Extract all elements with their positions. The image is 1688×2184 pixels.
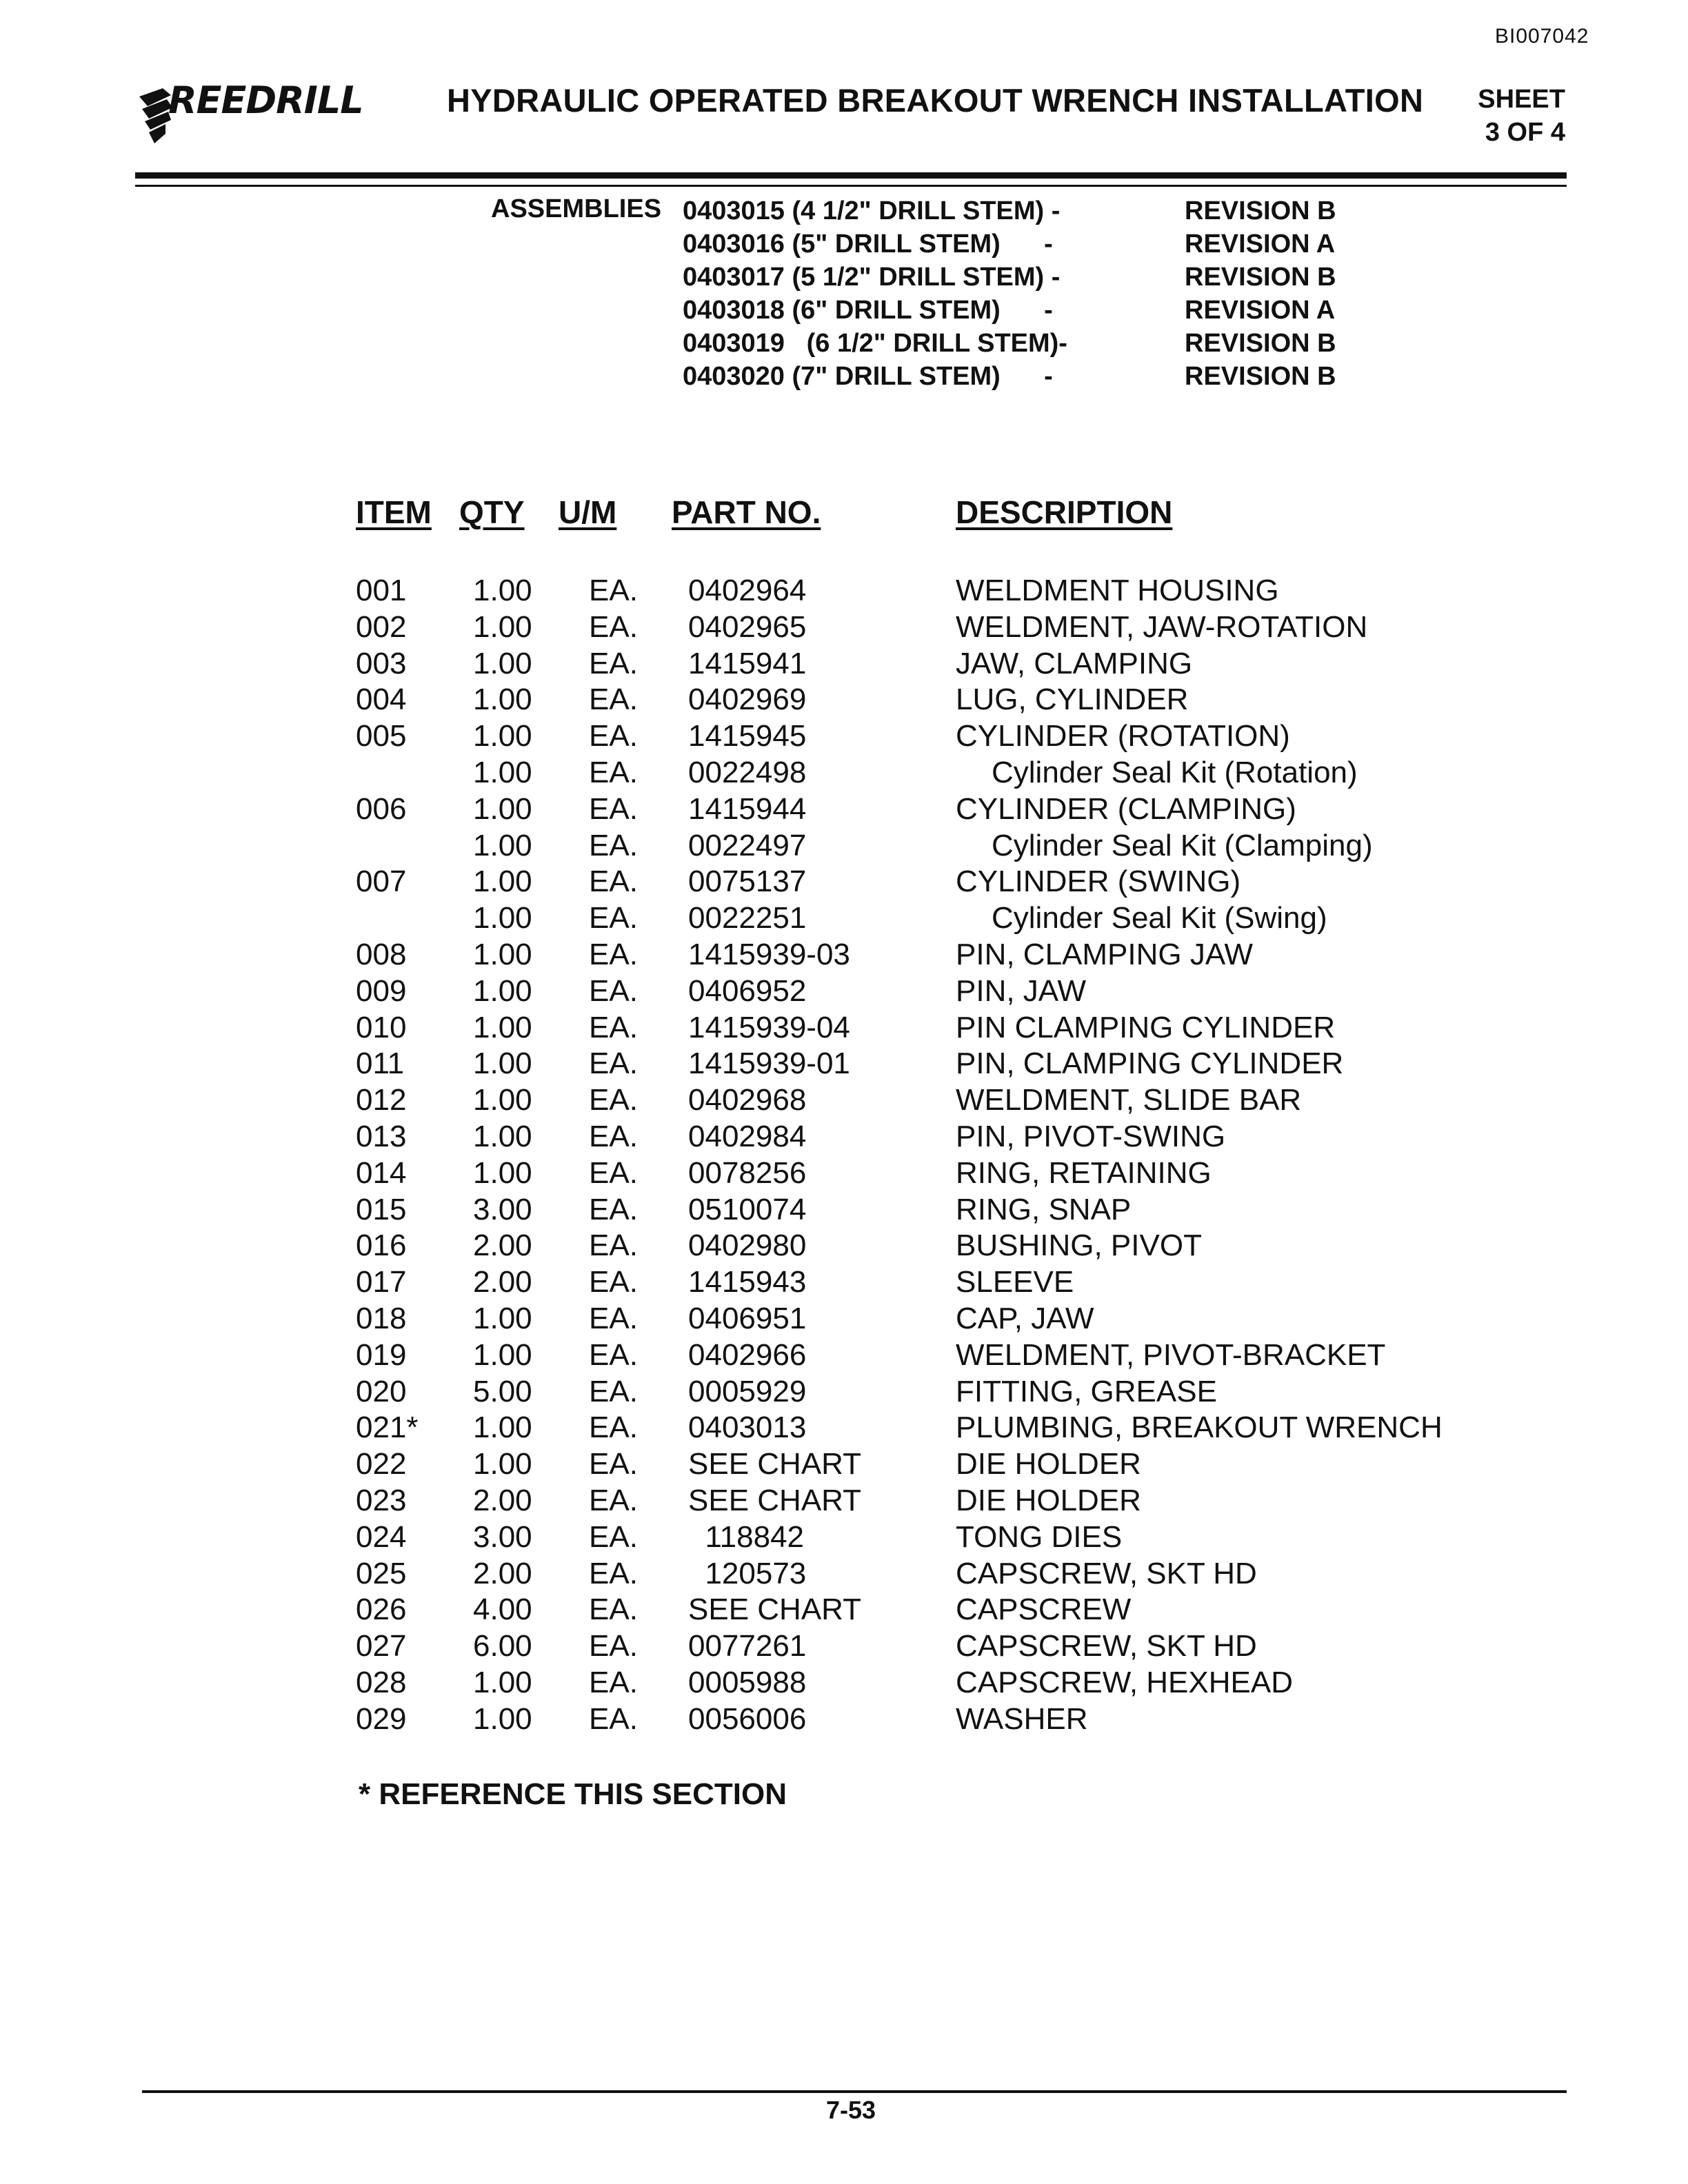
cell-item: 006 [356, 791, 407, 826]
cell-part-no: 0022498 [688, 756, 807, 789]
table-row [0, 791, 1688, 827]
cell-description: CAPSCREW, SKT HD [956, 1556, 1257, 1590]
cell-qty: 1.00 [473, 609, 532, 644]
table-row [0, 1118, 1688, 1155]
cell-description: PIN, JAW [956, 973, 1087, 1008]
page-number: 7-53 [825, 2096, 876, 2124]
cell-item: 009 [356, 973, 407, 1008]
cell-part-no: 0402984 [688, 1120, 807, 1153]
cell-qty: 1.00 [473, 1410, 532, 1445]
assembly-item: 0403020 (7" DRILL STEM) - [683, 362, 1053, 391]
cell-qty: 1.00 [473, 973, 532, 1008]
table-row [0, 1227, 1688, 1264]
cell-description: WASHER [956, 1701, 1088, 1736]
cell-description: RING, RETAINING [956, 1155, 1212, 1190]
table-row [0, 1664, 1688, 1701]
cell-item: 029 [356, 1701, 407, 1736]
table-row [0, 936, 1688, 973]
logo-text: REEDRILL [168, 79, 363, 122]
cell-item: 023 [356, 1484, 407, 1517]
cell-description: LUG, CYLINDER [956, 682, 1189, 717]
cell-description: WELDMENT HOUSING [956, 574, 1279, 607]
cell-um: EA. [589, 791, 638, 826]
header-rule-thin [135, 185, 1567, 187]
cell-part-no: 0005929 [688, 1374, 807, 1408]
cell-qty: 4.00 [473, 1593, 532, 1627]
cell-description: Cylinder Seal Kit (Swing) [992, 901, 1327, 936]
sheet-label: SHEET [1478, 85, 1565, 114]
cell-item: 028 [356, 1666, 407, 1699]
table-row [0, 754, 1688, 791]
cell-um: EA. [589, 1701, 638, 1736]
table-row [0, 1155, 1688, 1191]
table-row [0, 1191, 1688, 1228]
cell-part-no: 1415941 [688, 646, 807, 680]
cell-qty: 3.00 [473, 1519, 532, 1554]
cell-description: PIN, CLAMPING CYLINDER [956, 1046, 1344, 1081]
cell-description: CYLINDER (SWING) [956, 865, 1241, 899]
cell-part-no: 1415943 [688, 1265, 807, 1300]
assembly-revision: REVISION B [1185, 196, 1336, 225]
table-row [0, 1555, 1688, 1592]
cell-um: EA. [589, 865, 638, 899]
cell-item: 026 [356, 1593, 407, 1627]
footnote: * REFERENCE THIS SECTION [359, 1777, 787, 1811]
cell-qty: 1.00 [473, 791, 532, 826]
header-rule-thick [135, 172, 1567, 179]
cell-part-no: 118842 [688, 1519, 805, 1554]
cell-item: 011 [356, 1046, 405, 1081]
cell-qty: 1.00 [473, 1120, 532, 1153]
cell-part-no: 0510074 [688, 1192, 807, 1226]
cell-description: DIE HOLDER [956, 1484, 1141, 1517]
cell-item: 008 [356, 938, 407, 971]
cell-item: 021* [356, 1410, 419, 1445]
cell-item: 013 [356, 1120, 407, 1153]
cell-description: PIN CLAMPING CYLINDER [956, 1010, 1336, 1044]
cell-description: RING, SNAP [956, 1192, 1132, 1226]
sheet-indicator [1462, 83, 1565, 149]
cell-um: EA. [589, 609, 638, 644]
assembly-item: 0403017 (5 1/2" DRILL STEM) - [683, 263, 1061, 292]
cell-item: 010 [356, 1010, 407, 1044]
cell-um: EA. [589, 1265, 638, 1300]
cell-um: EA. [589, 1120, 638, 1153]
cell-um: EA. [589, 1083, 638, 1118]
assembly-revision: REVISION A [1185, 296, 1336, 325]
table-row [0, 609, 1688, 645]
cell-um: EA. [589, 1337, 638, 1372]
cell-part-no: 1415939-01 [688, 1046, 850, 1081]
cell-qty: 2.00 [473, 1265, 532, 1300]
cell-item: 012 [356, 1083, 407, 1118]
column-header-item: ITEM [356, 494, 432, 530]
company-logo [135, 79, 376, 154]
cell-qty: 1.00 [473, 1302, 532, 1335]
table-row [0, 1009, 1688, 1046]
table-row [0, 1701, 1688, 1737]
cell-description: PIN, PIVOT-SWING [956, 1120, 1226, 1153]
cell-description: BUSHING, PIVOT [956, 1228, 1202, 1263]
cell-um: EA. [589, 1155, 638, 1190]
assemblies-label: ASSEMBLIES [491, 194, 662, 223]
cell-description: WELDMENT, JAW-ROTATION [956, 609, 1368, 644]
cell-part-no: 1415939-04 [688, 1010, 850, 1044]
cell-um: EA. [589, 1302, 638, 1335]
cell-item: 014 [356, 1155, 407, 1190]
table-row [0, 900, 1688, 936]
cell-description: CAP, JAW [956, 1302, 1094, 1335]
assembly-revision: REVISION B [1185, 263, 1336, 292]
cell-part-no: 0402969 [688, 682, 807, 717]
cell-part-no: 0005988 [688, 1666, 807, 1699]
cell-part-no: 1415939-03 [688, 938, 850, 971]
cell-part-no: 0077261 [688, 1629, 807, 1664]
cell-description: CYLINDER (ROTATION) [956, 719, 1290, 754]
cell-description: WELDMENT, PIVOT-BRACKET [956, 1337, 1386, 1372]
cell-qty: 2.00 [473, 1484, 532, 1517]
cell-um: EA. [589, 1228, 638, 1263]
table-row [0, 1337, 1688, 1373]
cell-part-no: 0406952 [688, 973, 807, 1008]
cell-part-no: 0403013 [688, 1410, 807, 1445]
table-row [0, 1045, 1688, 1082]
table-row [0, 681, 1688, 718]
cell-qty: 1.00 [473, 646, 532, 680]
cell-um: EA. [589, 828, 638, 862]
cell-qty: 1.00 [473, 1447, 532, 1482]
cell-qty: 1.00 [473, 1010, 532, 1044]
cell-part-no: 1415944 [688, 791, 807, 826]
document-id: BI007042 [1495, 25, 1589, 48]
cell-part-no: 0402965 [688, 609, 807, 644]
cell-qty: 1.00 [473, 574, 532, 607]
cell-part-no: 0402966 [688, 1337, 807, 1372]
cell-um: EA. [589, 1046, 638, 1081]
cell-item: 016 [356, 1228, 407, 1263]
cell-um: EA. [589, 756, 638, 789]
assembly-revision: REVISION B [1185, 329, 1336, 358]
cell-qty: 1.00 [473, 756, 532, 789]
cell-qty: 1.00 [473, 1701, 532, 1736]
cell-qty: 1.00 [473, 682, 532, 717]
cell-item: 018 [356, 1302, 407, 1335]
cell-um: EA. [589, 1192, 638, 1226]
column-header-description: DESCRIPTION [956, 494, 1173, 530]
cell-description: CAPSCREW [956, 1593, 1132, 1627]
cell-item: 004 [356, 682, 407, 717]
cell-qty: 5.00 [473, 1374, 532, 1408]
table-row [0, 1446, 1688, 1482]
cell-qty: 1.00 [473, 828, 532, 862]
cell-um: EA. [589, 574, 638, 607]
cell-part-no: 0402980 [688, 1228, 807, 1263]
cell-item: 001 [356, 574, 407, 607]
cell-qty: 1.00 [473, 865, 532, 899]
cell-part-no: 1415945 [688, 719, 807, 754]
cell-description: Cylinder Seal Kit (Clamping) [992, 828, 1373, 862]
table-row [0, 1300, 1688, 1337]
cell-um: EA. [589, 1484, 638, 1517]
cell-part-no: SEE CHART [688, 1593, 862, 1627]
cell-item: 005 [356, 719, 407, 754]
table-row [0, 1591, 1688, 1628]
cell-um: EA. [589, 1410, 638, 1445]
cell-item: 015 [356, 1192, 407, 1226]
cell-um: EA. [589, 1629, 638, 1664]
cell-part-no: 120573 [688, 1556, 807, 1590]
cell-item: 027 [356, 1629, 407, 1664]
cell-um: EA. [589, 973, 638, 1008]
cell-part-no: 0406951 [688, 1302, 807, 1335]
cell-item: 025 [356, 1556, 407, 1590]
cell-part-no: 0078256 [688, 1155, 807, 1190]
sheet-number: 3 OF 4 [1485, 118, 1565, 147]
cell-um: EA. [589, 1374, 638, 1408]
document-title: HYDRAULIC OPERATED BREAKOUT WRENCH INSTALLATION [447, 82, 1424, 119]
assembly-item: 0403019 (6 1/2" DRILL STEM)- [683, 329, 1067, 358]
table-row [0, 827, 1688, 864]
assembly-item: 0403015 (4 1/2" DRILL STEM) - [683, 196, 1061, 225]
cell-qty: 1.00 [473, 1155, 532, 1190]
table-row [0, 572, 1688, 609]
assembly-item: 0403016 (5" DRILL STEM) - [683, 230, 1053, 259]
table-row [0, 645, 1688, 682]
cell-item: 017 [356, 1265, 407, 1300]
cell-um: EA. [589, 1447, 638, 1482]
cell-item: 002 [356, 609, 407, 644]
table-row [0, 1519, 1688, 1555]
cell-description: SLEEVE [956, 1265, 1074, 1300]
footer-rule [142, 2090, 1567, 2093]
cell-description: CAPSCREW, HEXHEAD [956, 1666, 1293, 1699]
cell-um: EA. [589, 719, 638, 754]
cell-item: 020 [356, 1374, 407, 1408]
cell-part-no: 0075137 [688, 865, 807, 899]
column-header-um: U/M [559, 494, 617, 530]
table-row [0, 1628, 1688, 1664]
assembly-item: 0403018 (6" DRILL STEM) - [683, 296, 1053, 325]
cell-description: CYLINDER (CLAMPING) [956, 791, 1296, 826]
cell-qty: 1.00 [473, 938, 532, 971]
cell-description: TONG DIES [956, 1519, 1123, 1554]
cell-qty: 6.00 [473, 1629, 532, 1664]
cell-qty: 2.00 [473, 1556, 532, 1590]
table-row [0, 973, 1688, 1009]
cell-description: PLUMBING, BREAKOUT WRENCH [956, 1410, 1443, 1445]
cell-um: EA. [589, 1556, 638, 1590]
cell-item: 003 [356, 646, 407, 680]
cell-qty: 1.00 [473, 1083, 532, 1118]
cell-um: EA. [589, 901, 638, 936]
table-row [0, 1409, 1688, 1446]
cell-qty: 1.00 [473, 719, 532, 754]
cell-part-no: SEE CHART [688, 1447, 862, 1482]
cell-part-no: 0056006 [688, 1701, 807, 1736]
table-row [0, 1482, 1688, 1519]
cell-qty: 1.00 [473, 1337, 532, 1372]
cell-qty: 3.00 [473, 1192, 532, 1226]
cell-um: EA. [589, 1666, 638, 1699]
assembly-revision: REVISION A [1185, 230, 1336, 259]
cell-qty: 1.00 [473, 901, 532, 936]
cell-part-no: 0402964 [688, 574, 807, 607]
cell-part-no: SEE CHART [688, 1484, 862, 1517]
cell-qty: 1.00 [473, 1046, 532, 1081]
cell-part-no: 0022251 [688, 901, 807, 936]
cell-item: 019 [356, 1337, 407, 1372]
column-header-qty: QTY [459, 494, 525, 530]
cell-qty: 2.00 [473, 1228, 532, 1263]
cell-description: JAW, CLAMPING [956, 646, 1193, 680]
cell-um: EA. [589, 1593, 638, 1627]
cell-description: FITTING, GREASE [956, 1374, 1217, 1408]
table-row [0, 718, 1688, 754]
cell-description: Cylinder Seal Kit (Rotation) [992, 756, 1358, 789]
table-row [0, 1373, 1688, 1410]
cell-um: EA. [589, 1519, 638, 1554]
table-row [0, 1082, 1688, 1118]
table-row [0, 1264, 1688, 1300]
column-header-part-no: PART NO. [672, 494, 821, 530]
cell-item: 024 [356, 1519, 407, 1554]
cell-description: CAPSCREW, SKT HD [956, 1629, 1257, 1664]
cell-qty: 1.00 [473, 1666, 532, 1699]
cell-item: 022 [356, 1447, 407, 1482]
cell-item: 007 [356, 865, 407, 899]
cell-um: EA. [589, 938, 638, 971]
cell-um: EA. [589, 682, 638, 717]
cell-part-no: 0022497 [688, 828, 807, 862]
assembly-revision: REVISION B [1185, 362, 1336, 391]
cell-um: EA. [589, 646, 638, 680]
cell-um: EA. [589, 1010, 638, 1044]
cell-part-no: 0402968 [688, 1083, 807, 1118]
table-row [0, 863, 1688, 900]
cell-description: PIN, CLAMPING JAW [956, 938, 1254, 971]
cell-description: WELDMENT, SLIDE BAR [956, 1083, 1302, 1118]
cell-description: DIE HOLDER [956, 1447, 1141, 1482]
